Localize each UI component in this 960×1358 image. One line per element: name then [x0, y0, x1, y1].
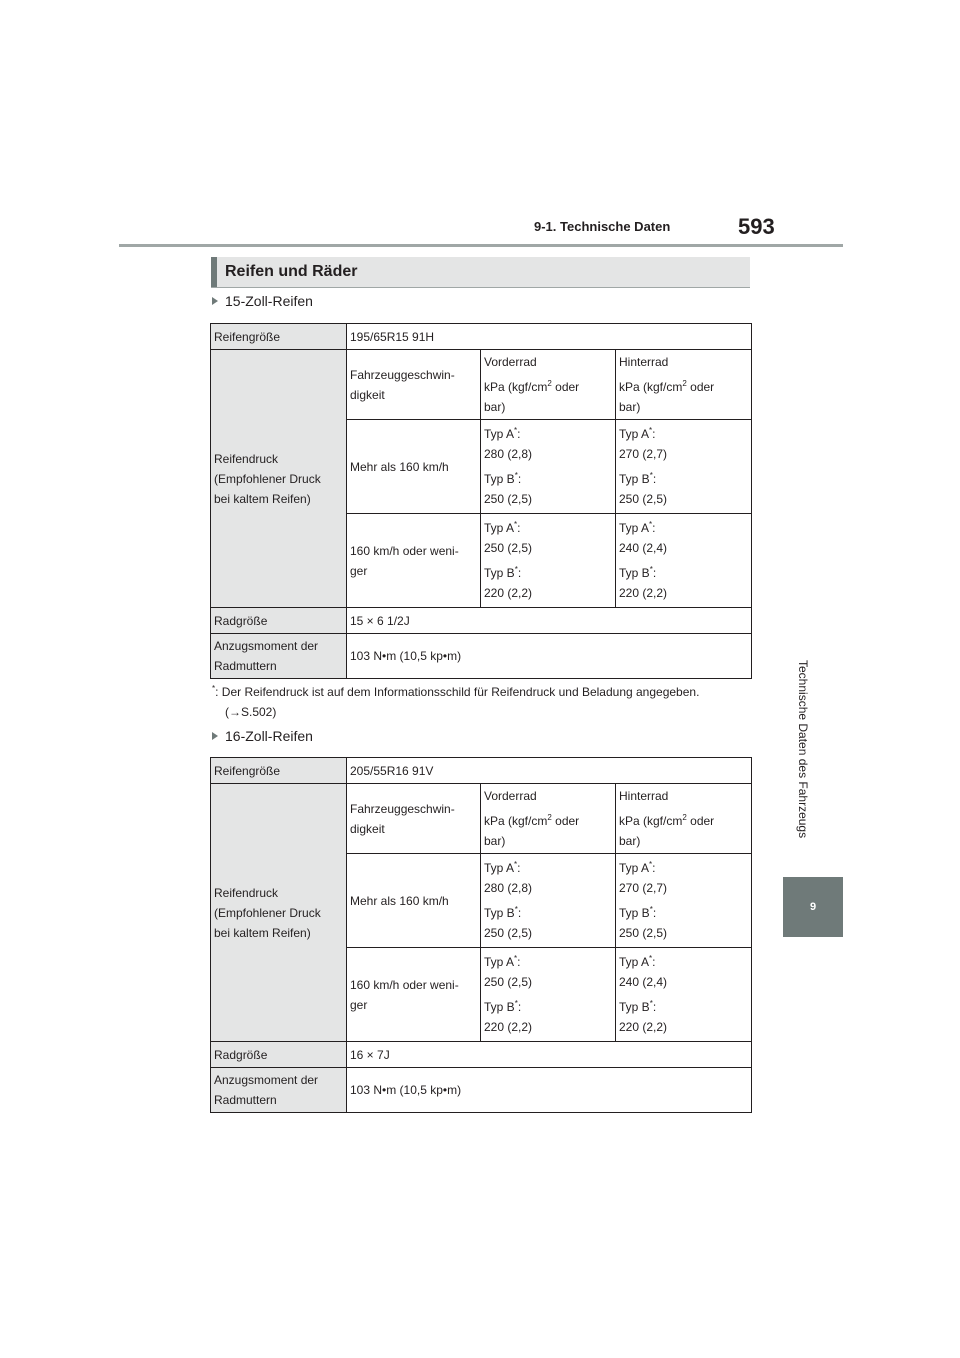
- footnote: [212, 682, 752, 722]
- torque-value: 103 N•m (10,5 kp•m): [347, 1068, 752, 1113]
- front-header: Vorderrad kPa ($kgf/cm^2$ oder bar): [481, 350, 616, 420]
- pressure-label: Reifendruck (Empfohlener Druck bei kaltem Reifen): [211, 350, 347, 608]
- rear-header: Hinterrad kPa ($kgf/cm^2$ oder bar): [616, 784, 752, 854]
- table-row-pressure-header: [211, 350, 752, 420]
- torque-value: 103 N•m (10,5 kp•m): [347, 634, 752, 679]
- section-title-bar: [211, 257, 750, 288]
- triangle-bullet-icon: [212, 297, 218, 305]
- rear-header: Hinterrad kPa ($kgf/cm^2$ oder bar): [616, 350, 752, 420]
- high-rear-values: Typ A*: 270 (2,7) Typ B*: 250 (2,5): [616, 854, 752, 948]
- table-row-torque: [211, 1068, 752, 1113]
- table-row-size: [211, 324, 752, 350]
- size-label: Reifengröße: [211, 758, 347, 784]
- page-number: 593: [738, 214, 775, 239]
- subsection-heading-16: [212, 728, 313, 744]
- table-row-pressure-header: [211, 784, 752, 854]
- section-title: Reifen und Räder: [225, 263, 358, 280]
- subsection-heading-15: [212, 293, 313, 309]
- page-header-section: 9-1. Technische Daten: [534, 219, 671, 234]
- torque-label: Anzugsmoment der Radmuttern: [211, 1068, 347, 1113]
- footnote-text: : Der Reifendruck ist auf dem Informationsschild für Reifendruck und Beladung angegeben.: [215, 685, 700, 699]
- footnote-mark: *: [212, 684, 216, 693]
- triangle-bullet-icon: [212, 732, 218, 740]
- low-rear-values: Typ A*: 240 (2,4) Typ B*: 220 (2,2): [616, 948, 752, 1042]
- tire-table-15: [210, 323, 752, 679]
- section-title-accent: [211, 257, 217, 287]
- speed-label: Fahrzeuggeschwin- digkeit: [347, 784, 481, 854]
- high-rear-values: Typ A*: 270 (2,7) Typ B*: 250 (2,5): [616, 420, 752, 514]
- wheel-label: Radgröße: [211, 608, 347, 634]
- subsection-heading-text: 16-Zoll-Reifen: [225, 728, 313, 744]
- tire-table-16: [210, 757, 752, 1113]
- size-value: 205/55R16 91V: [347, 758, 752, 784]
- wheel-value: 16 × 7J: [347, 1042, 752, 1068]
- subsection-heading-text: 15-Zoll-Reifen: [225, 293, 313, 309]
- high-front-values: Typ A*: 280 (2,8) Typ B*: 250 (2,5): [481, 420, 616, 514]
- high-front-values: Typ A*: 280 (2,8) Typ B*: 250 (2,5): [481, 854, 616, 948]
- high-speed-label: Mehr als 160 km/h: [347, 420, 481, 514]
- table-row-wheel: [211, 1042, 752, 1068]
- torque-label: Anzugsmoment der Radmuttern: [211, 634, 347, 679]
- size-label: Reifengröße: [211, 324, 347, 350]
- speed-label: Fahrzeuggeschwin- digkeit: [347, 350, 481, 420]
- low-speed-label: 160 km/h oder weni- ger: [347, 948, 481, 1042]
- pressure-label: Reifendruck (Empfohlener Druck bei kaltem Reifen): [211, 784, 347, 1042]
- wheel-label: Radgröße: [211, 1042, 347, 1068]
- table-row-torque: [211, 634, 752, 679]
- table-row-wheel: [211, 608, 752, 634]
- table-row-size: [211, 758, 752, 784]
- low-rear-values: Typ A*: 240 (2,4) Typ B*: 220 (2,2): [616, 514, 752, 608]
- header-rule: [119, 244, 843, 247]
- chapter-tab-number: 9: [809, 901, 817, 913]
- low-front-values: Typ A*: 250 (2,5) Typ B*: 220 (2,2): [481, 514, 616, 608]
- chapter-side-label: Technische Daten des Fahrzeugs: [796, 660, 810, 839]
- high-speed-label: Mehr als 160 km/h: [347, 854, 481, 948]
- low-front-values: Typ A*: 250 (2,5) Typ B*: 220 (2,2): [481, 948, 616, 1042]
- wheel-value: 15 × 6 1/2J: [347, 608, 752, 634]
- chapter-tab: [783, 877, 843, 937]
- low-speed-label: 160 km/h oder weni- ger: [347, 514, 481, 608]
- footnote-reference-link[interactable]: (→S.502): [225, 705, 277, 719]
- size-value: 195/65R15 91H: [347, 324, 752, 350]
- front-header: Vorderrad kPa ($kgf/cm^2$ oder bar): [481, 784, 616, 854]
